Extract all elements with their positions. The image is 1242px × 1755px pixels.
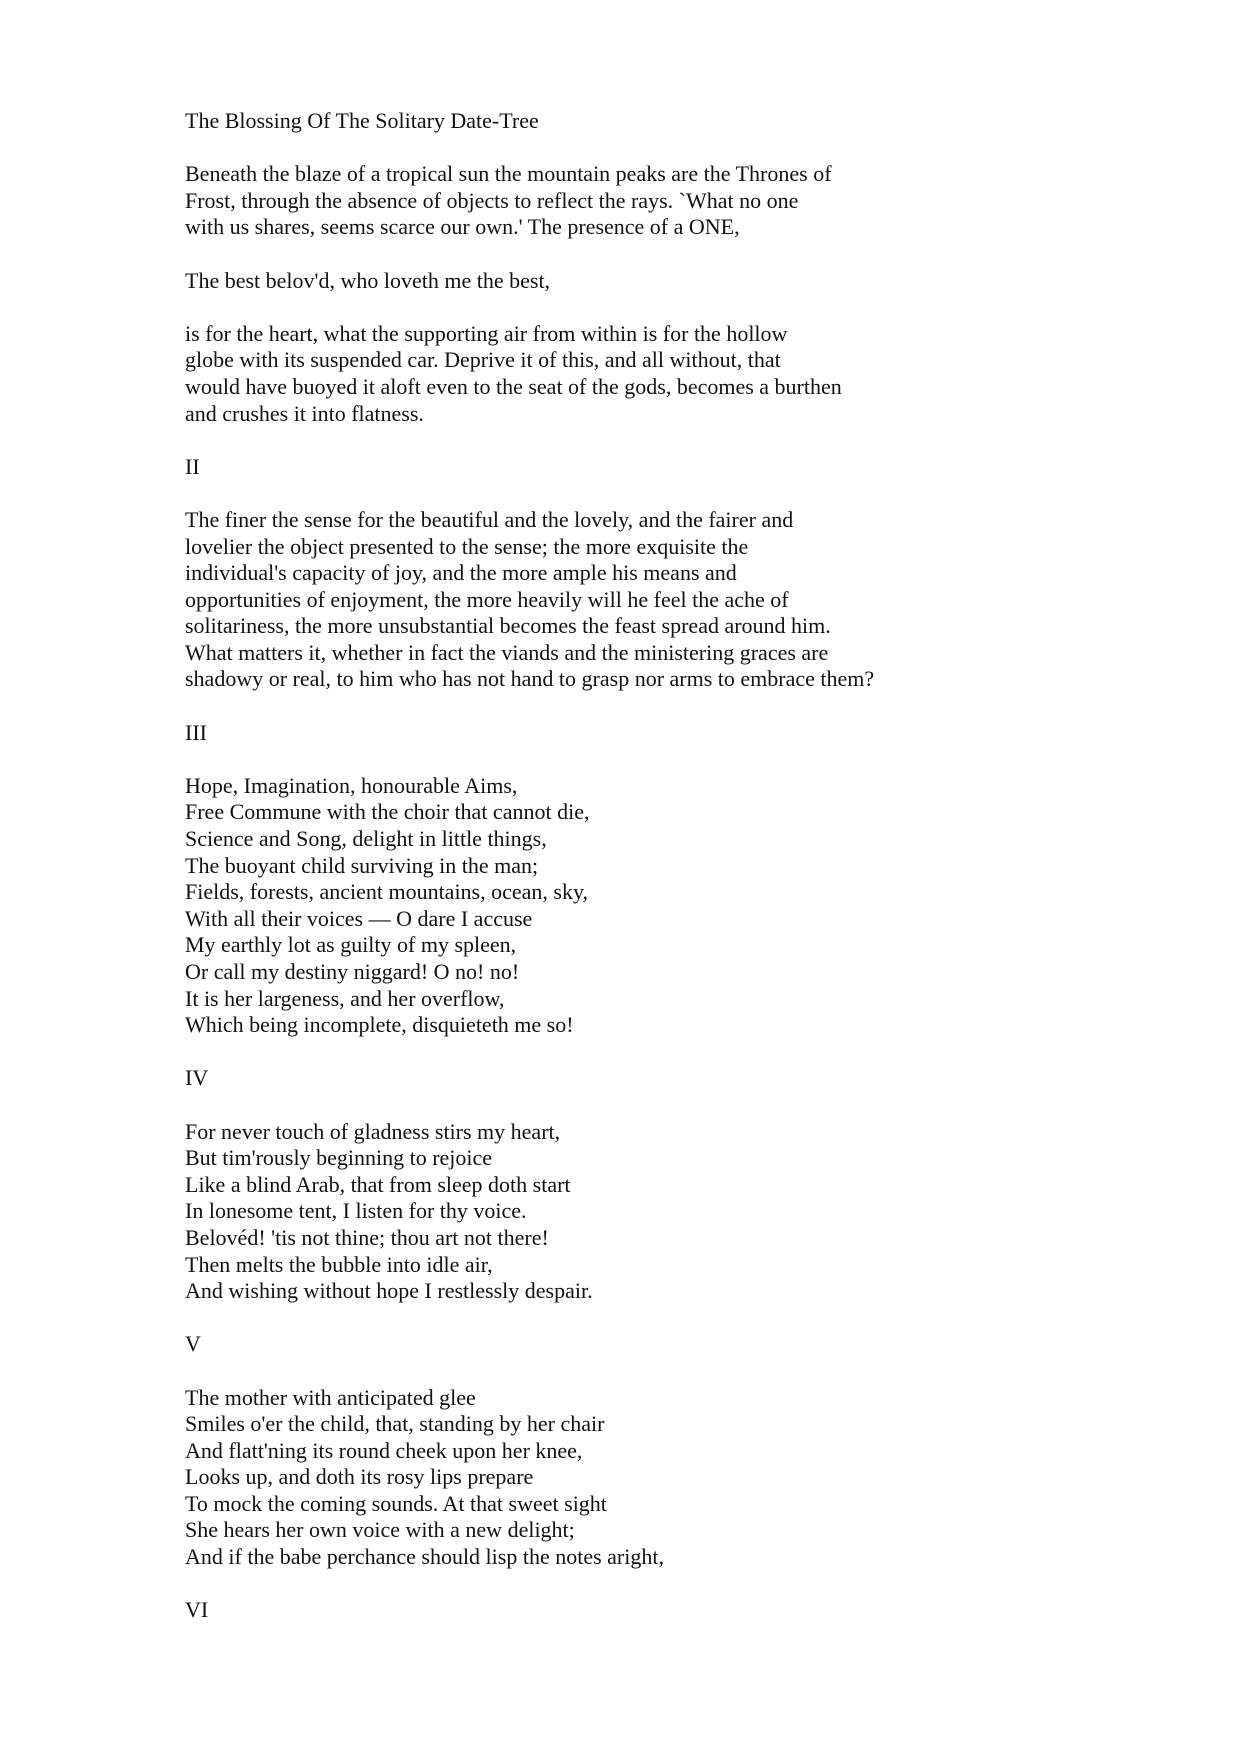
verse-line: Free Commune with the choir that cannot die, xyxy=(185,799,590,825)
paragraph-line: solitariness, the more unsubstantial becomes the feast spread around him. xyxy=(185,613,831,639)
section-heading: IV xyxy=(185,1065,209,1091)
spacer xyxy=(185,1571,1185,1598)
paragraph-line: with us shares, seems scarce our own.' The presence of a ONE, xyxy=(185,214,740,240)
section-heading: III xyxy=(185,719,207,745)
paragraph-line: individual's capacity of joy, and the more ample his means and xyxy=(185,560,737,586)
paragraph-line: Beneath the blaze of a tropical sun the mountain peaks are the Thrones of xyxy=(185,161,832,187)
verse-line: Hope, Imagination, honourable Aims, xyxy=(185,772,518,798)
section-heading: V xyxy=(185,1331,201,1357)
paragraph-line: opportunities of enjoyment, the more heavily will he feel the ache of xyxy=(185,586,789,612)
verse-line: My earthly lot as guilty of my spleen, xyxy=(185,932,517,958)
paragraph-line: What matters it, whether in fact the viands and the ministering graces are xyxy=(185,639,829,665)
spacer xyxy=(185,241,1185,268)
verse-line: The buoyant child surviving in the man; xyxy=(185,852,539,878)
verse-line: For never touch of gladness stirs my heart, xyxy=(185,1118,561,1144)
verse-line: Science and Song, delight in little things, xyxy=(185,826,547,852)
paragraph-line: and crushes it into flatness. xyxy=(185,400,424,426)
verse-line: Smiles o'er the child, that, standing by her chair xyxy=(185,1411,605,1437)
verse-line: And flatt'ning its round cheek upon her knee, xyxy=(185,1437,583,1463)
spacer xyxy=(185,1092,1185,1119)
verse-line: In lonesome tent, I listen for thy voice. xyxy=(185,1198,527,1224)
verse-line: And if the babe perchance should lisp the notes aright, xyxy=(185,1544,664,1570)
verse-line: The mother with anticipated glee xyxy=(185,1384,476,1410)
verse-line: Belovéd! 'tis not thine; thou art not there! xyxy=(185,1224,549,1250)
document-page xyxy=(185,108,1185,1624)
paragraph-line: globe with its suspended car. Deprive it of this, and all without, that xyxy=(185,347,781,373)
paragraph-line: The finer the sense for the beautiful and the lovely, and the fairer and xyxy=(185,506,794,532)
spacer xyxy=(185,1039,1185,1066)
verse-line: Or call my destiny niggard! O no! no! xyxy=(185,959,520,984)
paragraph-line: shadowy or real, to him who has not hand to grasp nor arms to embrace them? xyxy=(185,666,875,692)
document-title: The Blossing Of The Solitary Date-Tree xyxy=(185,108,539,133)
spacer xyxy=(185,294,1185,321)
section-heading: VI xyxy=(185,1597,209,1623)
verse-line: It is her largeness, and her overflow, xyxy=(185,985,505,1011)
paragraph-line: is for the heart, what the supporting air from within is for the hollow xyxy=(185,320,788,346)
quote-line: The best belov'd, who loveth me the best, xyxy=(185,267,551,293)
verse-line: Which being incomplete, disquieteth me so! xyxy=(185,1012,574,1038)
spacer xyxy=(185,1305,1185,1332)
verse-line: She hears her own voice with a new delight; xyxy=(185,1517,575,1543)
verse-line: Like a blind Arab, that from sleep doth start xyxy=(185,1171,571,1197)
spacer xyxy=(185,746,1185,773)
paragraph-line: Frost, through the absence of objects to reflect the rays. `What no one xyxy=(185,187,799,213)
spacer xyxy=(185,1358,1185,1385)
paragraph-line: would have buoyed it aloft even to the seat of the gods, becomes a burthen xyxy=(185,373,842,399)
verse-line: And wishing without hope I restlessly despair. xyxy=(185,1278,593,1304)
spacer xyxy=(185,480,1185,507)
verse-line: With all their voices — O dare I accuse xyxy=(185,905,533,931)
verse-line: Looks up, and doth its rosy lips prepare xyxy=(185,1464,534,1490)
spacer xyxy=(185,135,1185,162)
spacer xyxy=(185,427,1185,454)
spacer xyxy=(185,693,1185,720)
paragraph-line: lovelier the object presented to the sense; the more exquisite the xyxy=(185,533,749,559)
verse-line: Fields, forests, ancient mountains, ocean, sky, xyxy=(185,879,589,905)
verse-line: Then melts the bubble into idle air, xyxy=(185,1251,493,1277)
section-heading: II xyxy=(185,453,200,479)
verse-line: To mock the coming sounds. At that sweet sight xyxy=(185,1490,607,1516)
verse-line: But tim'rously beginning to rejoice xyxy=(185,1145,493,1171)
